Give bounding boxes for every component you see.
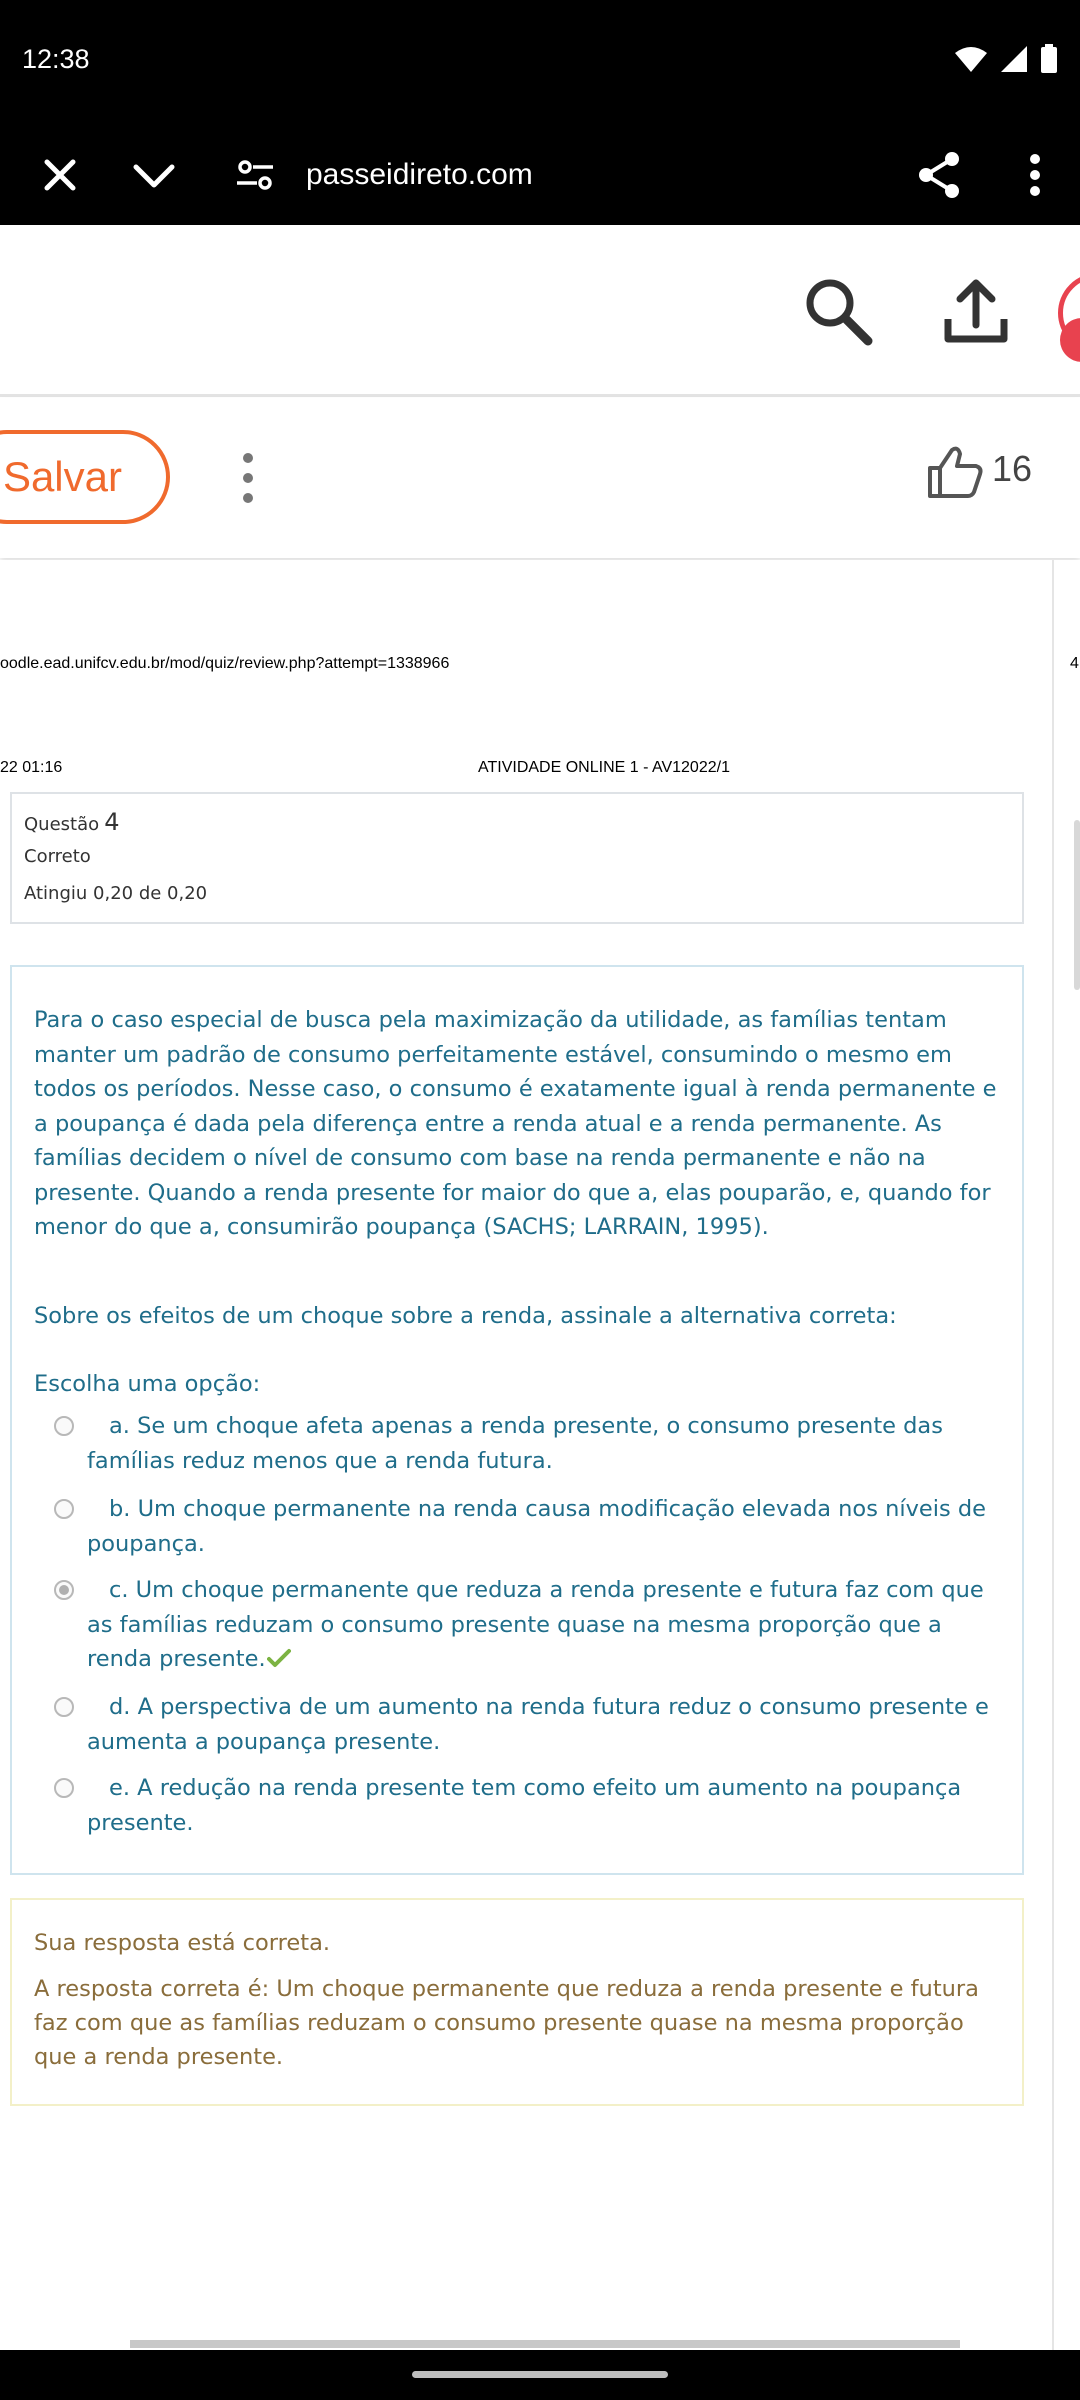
option-c-radio[interactable] xyxy=(54,1580,74,1600)
option-c-wrap xyxy=(87,1573,1007,1677)
vertical-scrollbar[interactable] xyxy=(1074,820,1080,990)
horizontal-scrollbar[interactable] xyxy=(130,2340,960,2348)
question-box xyxy=(10,965,1024,1875)
page-number: 4 xyxy=(1070,655,1079,672)
more-vert-icon[interactable] xyxy=(1010,145,1060,205)
page-divider xyxy=(1052,560,1054,2350)
share-icon[interactable] xyxy=(910,145,970,205)
feedback-status: Sua resposta está correta. xyxy=(34,1930,331,1956)
save-button[interactable]: Salvar xyxy=(0,430,170,524)
action-bar xyxy=(0,398,1080,558)
option-d-text: d. A perspectiva de um aumento na renda futura reduz o consumo presente e aumenta a poupança presente. xyxy=(87,1694,989,1755)
checkmark-icon xyxy=(267,1648,291,1668)
document-date: 22 01:16 xyxy=(0,759,63,776)
close-icon[interactable] xyxy=(30,145,90,205)
feedback-box xyxy=(10,1898,1024,2106)
option-e-text: e. A redução na renda presente tem como efeito um aumento na poupança presente. xyxy=(87,1775,962,1836)
status-time: 12:38 xyxy=(22,44,90,74)
signal-icon xyxy=(1000,45,1028,73)
navigation-bar xyxy=(0,2350,1080,2400)
app-header xyxy=(0,225,1080,397)
url-text[interactable]: passeidireto.com xyxy=(306,158,533,191)
site-settings-icon[interactable] xyxy=(225,145,285,205)
search-icon[interactable] xyxy=(800,273,876,349)
wifi-icon xyxy=(954,45,988,73)
option-c-text: c. Um choque permanente que reduza a renda presente e futura faz com que as famílias reduzam o consumo presente quase na mesma proporção que a renda presente. xyxy=(87,1577,984,1672)
upload-icon[interactable] xyxy=(938,273,1014,349)
question-label: Questão xyxy=(24,814,100,835)
status-bar xyxy=(0,0,1080,125)
more-options-icon[interactable] xyxy=(236,450,260,506)
question-info xyxy=(10,792,1024,924)
option-b-radio[interactable] xyxy=(54,1499,74,1519)
thumbs-up-icon[interactable] xyxy=(924,442,984,502)
browser-toolbar xyxy=(0,125,1080,225)
option-a-text: a. Se um choque afeta apenas a renda presente, o consumo presente das famílias reduz menos que a renda futura. xyxy=(87,1413,943,1474)
option-b-text: b. Um choque permanente na renda causa modificação elevada nos níveis de poupança. xyxy=(87,1496,986,1557)
battery-icon xyxy=(1040,44,1058,74)
question-prompt: Sobre os efeitos de um choque sobre a renda, assinale a alternativa correta: xyxy=(34,1303,897,1329)
question-state: Correto xyxy=(24,846,91,867)
option-d-radio[interactable] xyxy=(54,1697,74,1717)
chevron-down-icon[interactable] xyxy=(124,145,184,205)
option-e-radio[interactable] xyxy=(54,1778,74,1798)
document-title: ATIVIDADE ONLINE 1 - AV12022/1 xyxy=(478,759,730,776)
home-handle[interactable] xyxy=(412,2371,668,2378)
status-icons xyxy=(954,44,1058,74)
question-number: 4 xyxy=(104,808,120,836)
option-a-radio[interactable] xyxy=(54,1416,74,1436)
choose-label: Escolha uma opção: xyxy=(34,1371,261,1397)
question-grade: Atingiu 0,20 de 0,20 xyxy=(24,883,208,904)
like-count: 16 xyxy=(992,448,1033,489)
document-url: oodle.ead.unifcv.edu.br/mod/quiz/review.php?attempt=1338966 xyxy=(0,655,450,672)
question-text: Para o caso especial de busca pela maximização da utilidade, as famílias tentam manter um padrão de consumo perfeitamente estável, consumindo o mesmo em todos os períodos. Nesse caso, o consumo é exatamente igual à renda permanente e a poupança é dada pela diferença entre a renda atual e a renda permanente. As famílias decidem o nível de consumo com base na renda permanente e não na presente. Quando a renda presente for maior do que a, elas pouparão, e, quando for menor do que a, consumirão poupança (SACHS; LARRAIN, 1995). xyxy=(34,1007,997,1240)
feedback-answer: A resposta correta é: Um choque permanente que reduza a renda presente e futura faz com que as famílias reduzam o consumo presente quase na mesma proporção que a renda presente. xyxy=(34,1976,979,2070)
